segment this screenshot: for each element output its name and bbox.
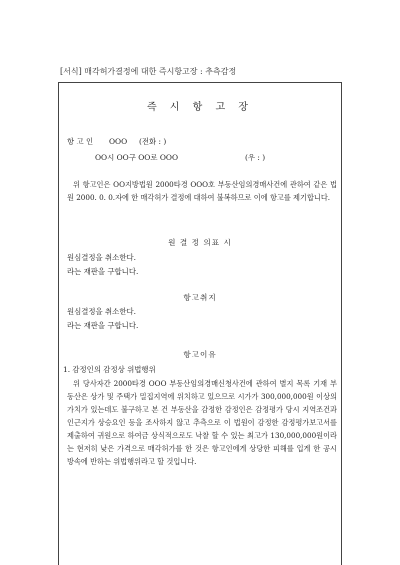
- appellant-address: OO시 OO구 OO로 OOO: [95, 153, 178, 162]
- appeal-reason-body: 위 당사자간 2000타경 OOO 부동산임의경매신청사건에 관하여 별지 목록 기재 부동산은 상가 및 주택가 밀집지역에 위치하고 있으므로 시가가 300,000,000원 이상의 가치가 있는데도 불구하고 본 건 부동산을 감정한 감정인은 감정평가 당시 지역조건과 인근지가 상승요인 등을 조사하지 않고 추측으로 이 법원이 감정한 감정평가보고서를 제출하여 귀원으로 하여금 상식적으로도 낙찰 할 수 있는 최고가 130,000,000원이라는 현저히 낮은 가격으로 매각허가를 한 것은 항고인에게 상당한 피해를 입게 한 공시방속에 반하는 위법행위라고 할 것입니다.: [67, 379, 337, 466]
- original-decision-line-1: 원심결정을 취소한다.: [67, 253, 136, 262]
- appeal-reason-heading: 항고이유: [183, 350, 217, 359]
- form-caption: [서식] 매각허가결정에 대한 즉시항고장 : 추측감정: [60, 67, 237, 76]
- appeal-purpose-line-2: 라는 재판을 구합니다.: [67, 321, 139, 330]
- appeal-purpose-line-1: 원심결정을 취소한다.: [67, 307, 136, 316]
- document-title: 즉 시 항 고 장: [146, 102, 253, 113]
- original-decision-line-2: 라는 재판을 구합니다.: [67, 267, 139, 276]
- appellant-phone: (전화 : ): [139, 137, 167, 146]
- appellant-name: OOO: [109, 137, 128, 146]
- original-decision-heading: 원 결 정 의표 시: [168, 238, 232, 247]
- appellant-label: 항 고 인: [67, 137, 94, 146]
- appeal-reason-item-title: 1. 감정인의 감정상 위법행위: [63, 365, 156, 374]
- document-frame: [58, 82, 342, 565]
- appeal-purpose-heading: 항고취지: [183, 293, 217, 302]
- appellant-postcode: (우 : ): [245, 153, 266, 162]
- intro-paragraph: 위 항고인은 OO지방법원 2000타경 OOO호 부동산임의경매사건에 관하여 같은 법원 2000. 0. 0.자에 한 매각허가 결정에 대하여 불복하므로 이에 항고를 제기합니다.: [67, 180, 337, 202]
